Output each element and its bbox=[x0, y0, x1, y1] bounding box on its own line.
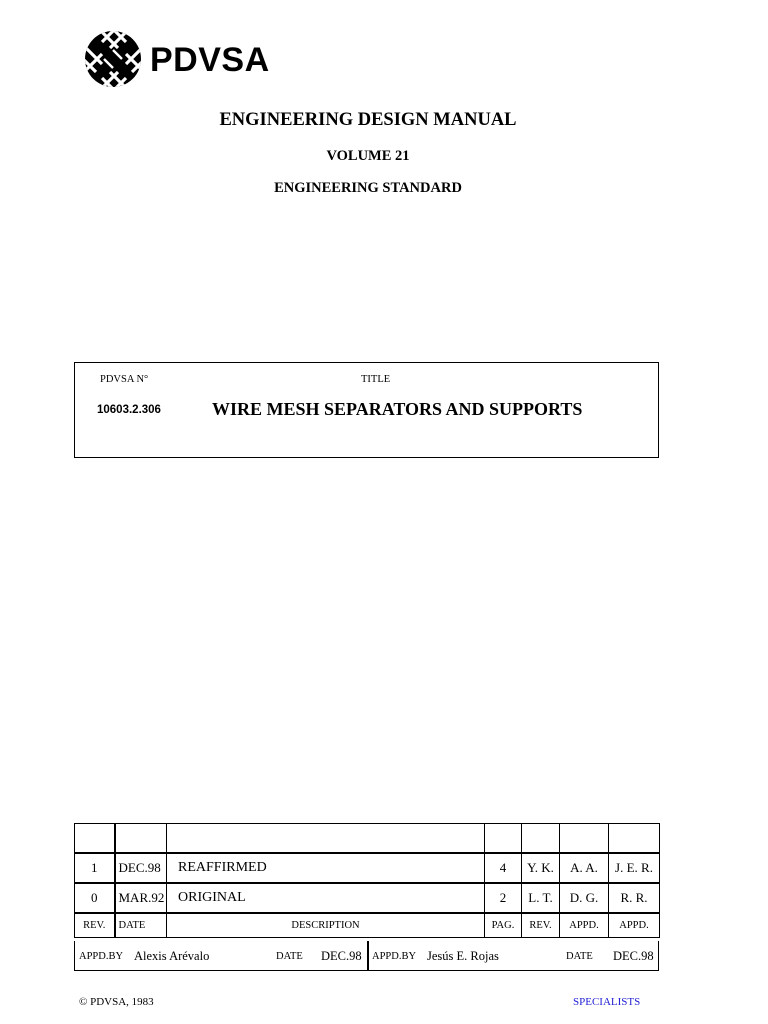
rev-by: Y. K. bbox=[522, 853, 560, 883]
revision-row-blank bbox=[75, 824, 660, 854]
cell bbox=[609, 824, 660, 854]
manual-title: ENGINEERING DESIGN MANUAL bbox=[219, 110, 517, 130]
rev-by: L. T. bbox=[522, 883, 560, 913]
revision-row bbox=[75, 883, 660, 913]
pdvsa-logo bbox=[84, 30, 284, 90]
header-appd2: APPD. bbox=[609, 913, 660, 938]
header-description: DESCRIPTION bbox=[167, 913, 485, 938]
pdvsa-wordmark: PDVSA bbox=[150, 41, 270, 79]
rev-appd2: J. E. R. bbox=[609, 853, 660, 883]
approver-name-2: Jesús E. Rojas bbox=[427, 949, 499, 963]
rev-date: MAR.92 bbox=[115, 883, 167, 913]
approval-date-label: DATE bbox=[276, 951, 303, 962]
rev-number: 0 bbox=[75, 883, 115, 913]
revision-row bbox=[75, 853, 660, 883]
header-appd1: APPD. bbox=[560, 913, 609, 938]
approver-name: Alexis Arévalo bbox=[134, 949, 210, 963]
document-number-label: PDVSA N° bbox=[100, 374, 149, 385]
document-title: WIRE MESH SEPARATORS AND SUPPORTS bbox=[212, 399, 583, 419]
volume-title: VOLUME 21 bbox=[326, 148, 410, 164]
cell bbox=[485, 824, 522, 854]
rev-pages: 4 bbox=[485, 853, 522, 883]
rev-appd2: R. R. bbox=[609, 883, 660, 913]
rev-appd1: D. G. bbox=[560, 883, 609, 913]
copyright-notice: © PDVSA, 1983 bbox=[79, 996, 154, 1008]
header-rev: REV. bbox=[75, 913, 115, 938]
cell bbox=[522, 824, 560, 854]
revision-table bbox=[74, 823, 660, 938]
cell bbox=[75, 824, 115, 854]
approval-row bbox=[74, 941, 659, 971]
rev-pages: 2 bbox=[485, 883, 522, 913]
revision-header-row bbox=[75, 913, 660, 938]
document-title-box bbox=[74, 362, 659, 458]
approval-date-2: DEC.98 bbox=[613, 949, 654, 963]
header-rev-by: REV. bbox=[522, 913, 560, 938]
header-date: DATE bbox=[115, 913, 167, 938]
pdvsa-logo-icon bbox=[84, 30, 144, 90]
rev-date: DEC.98 bbox=[115, 853, 167, 883]
approval-divider bbox=[367, 941, 369, 970]
rev-description: REAFFIRMED bbox=[167, 853, 485, 883]
standard-type: ENGINEERING STANDARD bbox=[274, 180, 462, 196]
rev-number: 1 bbox=[75, 853, 115, 883]
document-number: 10603.2.306 bbox=[97, 404, 161, 416]
cell bbox=[115, 824, 167, 854]
header-pag: PAG. bbox=[485, 913, 522, 938]
document-title-label: TITLE bbox=[361, 374, 391, 385]
approval-date: DEC.98 bbox=[321, 949, 362, 963]
cell bbox=[560, 824, 609, 854]
cell bbox=[167, 824, 485, 854]
approval-date-label-2: DATE bbox=[566, 951, 593, 962]
rev-appd1: A. A. bbox=[560, 853, 609, 883]
rev-description: ORIGINAL bbox=[167, 883, 485, 913]
approved-by-label: APPD.BY bbox=[79, 951, 124, 962]
approved-by-label-2: APPD.BY bbox=[372, 951, 417, 962]
specialists-link[interactable]: SPECIALISTS bbox=[573, 996, 641, 1008]
